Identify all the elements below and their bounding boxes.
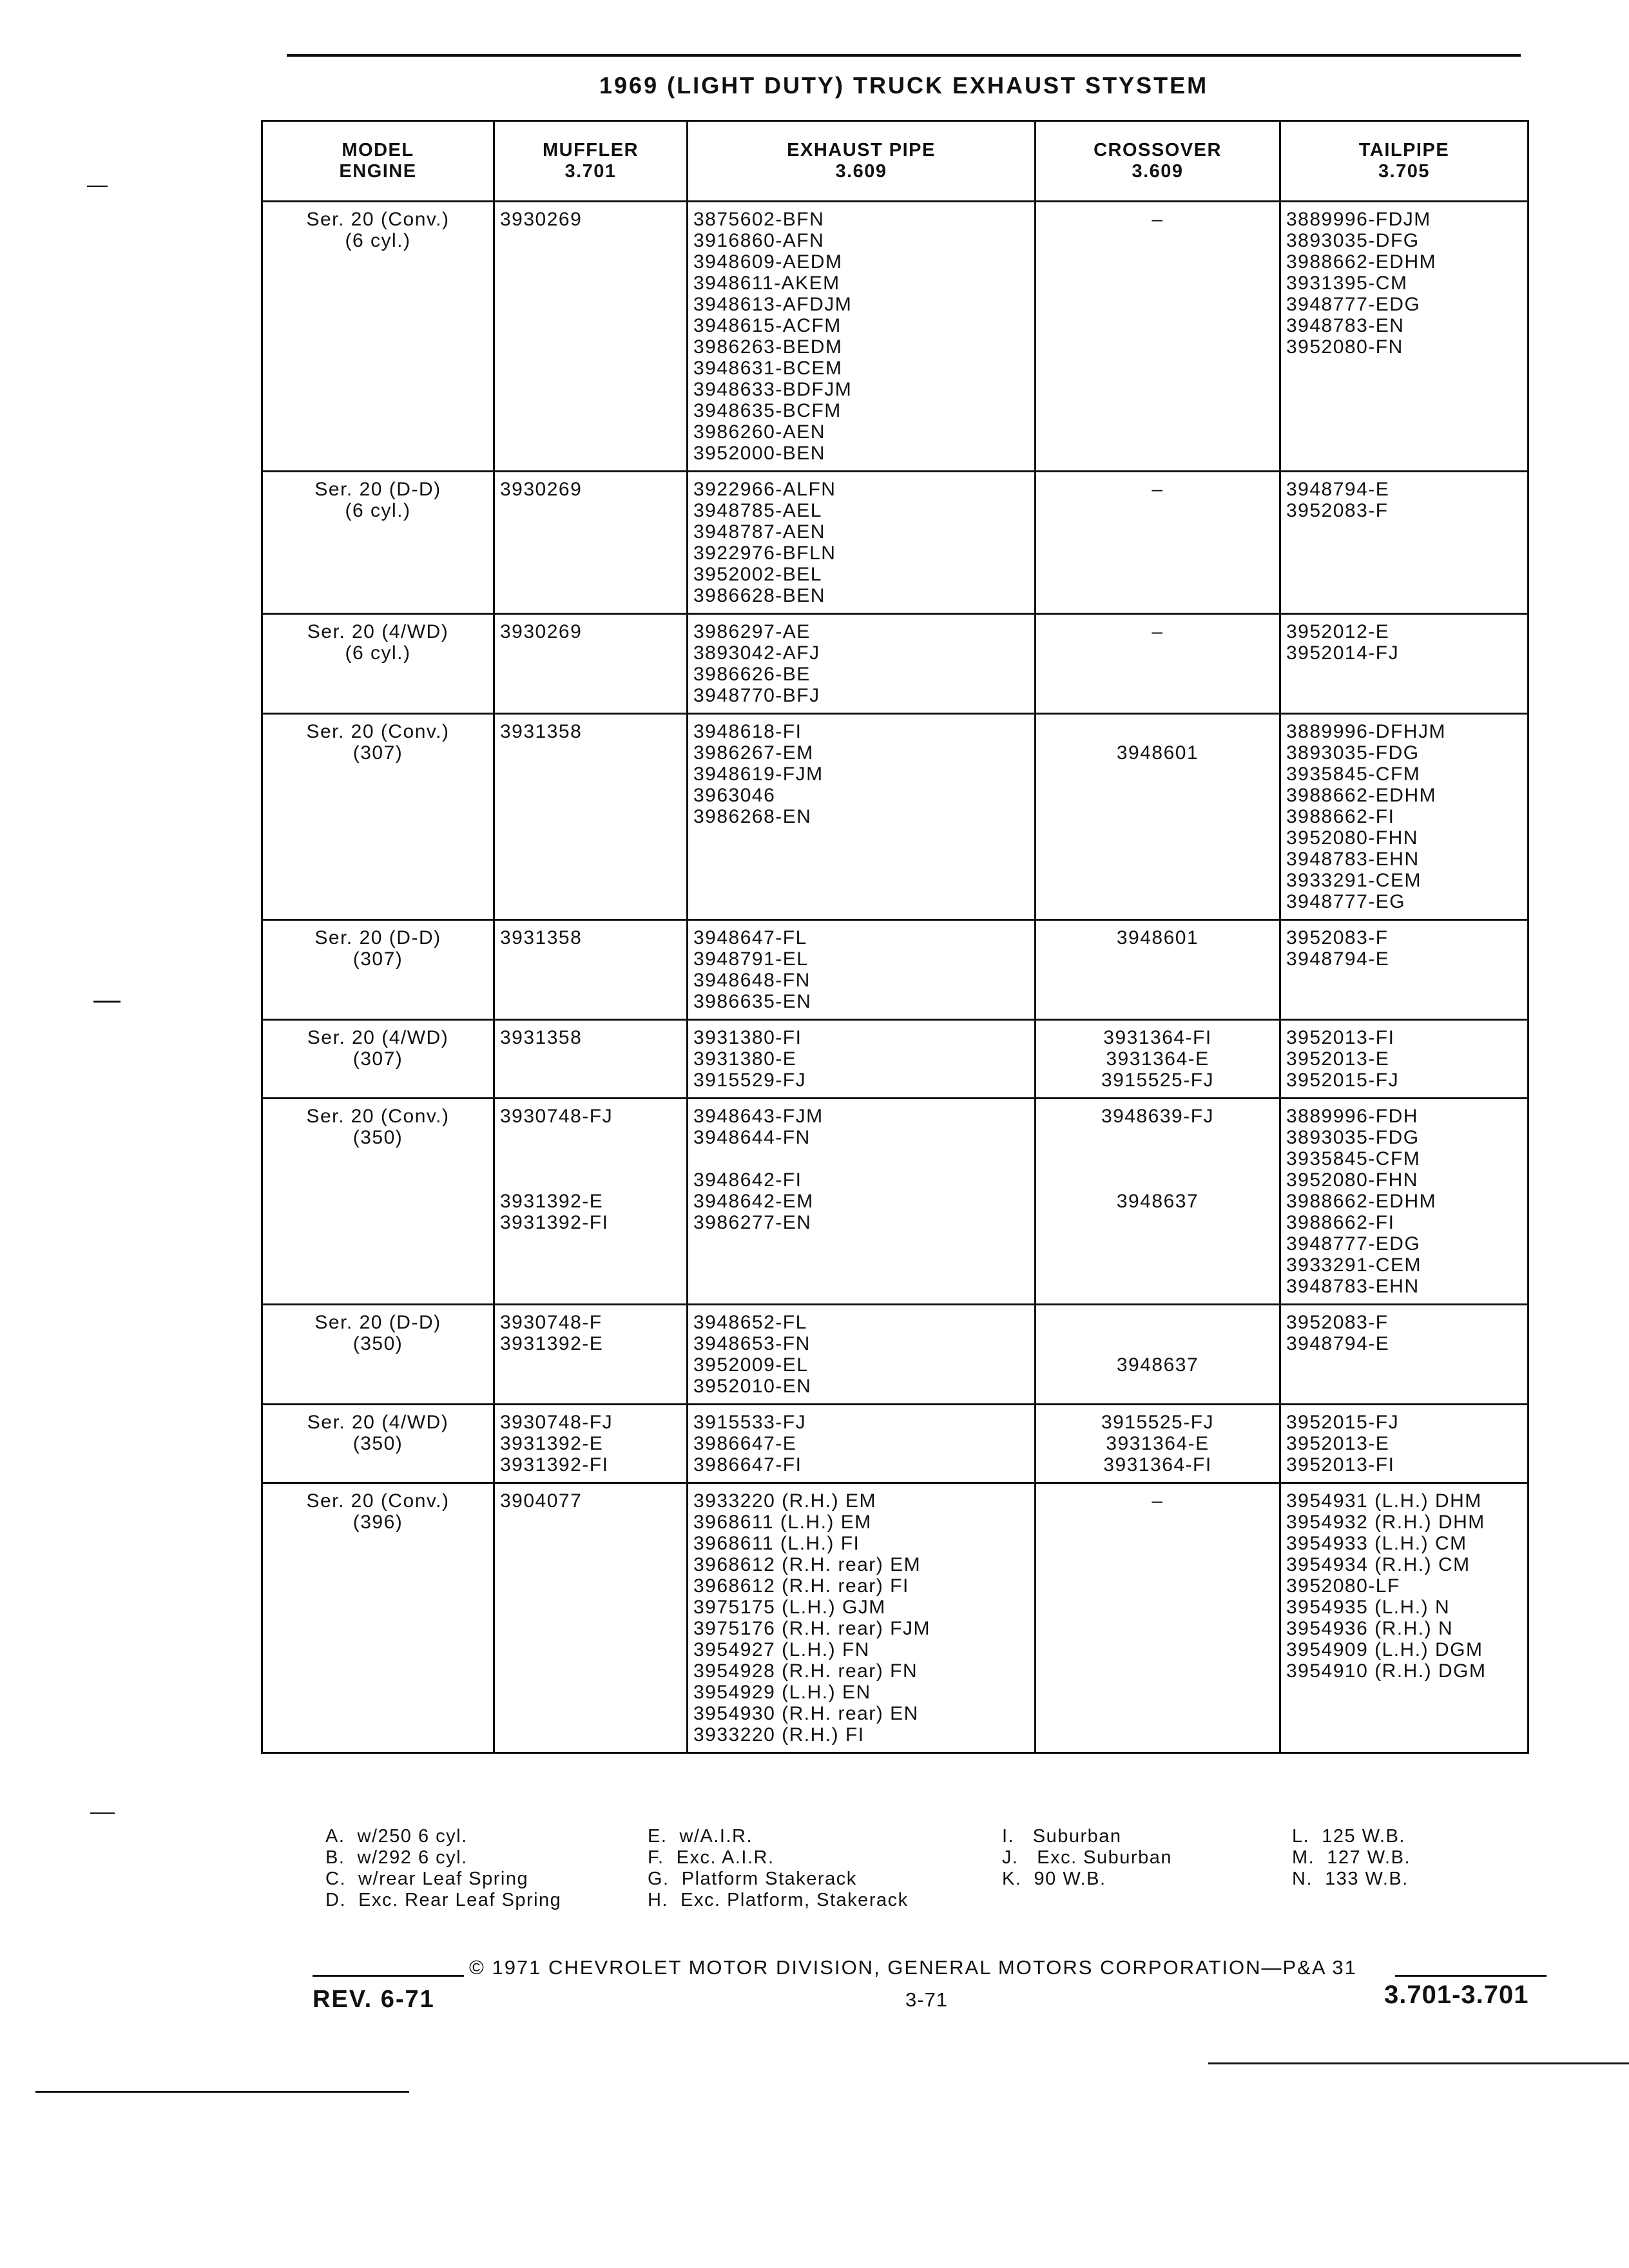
model-engine-cell <box>262 1405 494 1483</box>
cell-line: 3948611-AKEM <box>693 273 840 294</box>
footnote: H. Exc. Platform, Stakerack <box>648 1890 909 1910</box>
cell-line: Ser. 20 (4/WD) <box>307 621 449 642</box>
exhaust-parts-table <box>261 120 1529 1754</box>
cell-line <box>500 1169 681 1191</box>
table-row <box>262 1099 1528 1305</box>
cell-line: 3952002-BEL <box>693 564 822 585</box>
table-row <box>262 614 1528 714</box>
cell-line: 3948642-EM <box>693 1191 814 1212</box>
cell-line: 3948647-FL <box>693 927 807 948</box>
cell-line: 3948770-BFJ <box>693 685 820 706</box>
cell-line: 3948637 <box>1116 1191 1199 1212</box>
cell-line: 3948777-EDG <box>1286 1233 1421 1254</box>
tailpipe-cell <box>1280 1020 1528 1099</box>
exhaust-pipe-cell <box>688 1099 1036 1305</box>
cell-line: 3875602-BFN <box>693 209 825 230</box>
crossover-cell <box>1036 920 1280 1020</box>
footnote: N. 133 W.B. <box>1292 1869 1409 1889</box>
cell-line: 3889996-FDJM <box>1286 209 1431 230</box>
cell-line <box>1041 1169 1274 1191</box>
crossover-cell <box>1036 1099 1280 1305</box>
cell-line: Ser. 20 (Conv.) <box>306 721 450 742</box>
exhaust-pipe-cell <box>688 714 1036 920</box>
cell-line: 3948644-FN <box>693 1127 811 1148</box>
cell-line: 3954928 (R.H. rear) FN <box>693 1660 918 1682</box>
muffler-cell <box>494 472 688 614</box>
footnotes-col1 <box>325 1826 561 1911</box>
exhaust-pipe-cell <box>688 1305 1036 1405</box>
cell-line: 3933291-CEM <box>1286 1254 1422 1276</box>
cell-line: Ser. 20 (D-D) <box>314 1312 441 1333</box>
cell-line: 3988662-FI <box>1286 806 1395 827</box>
cell-line: (307) <box>352 1048 403 1070</box>
cell-line: 3968611 (L.H.) FI <box>693 1533 860 1554</box>
cell-line: 3954933 (L.H.) CM <box>1286 1533 1467 1554</box>
cell-line: 3889996-FDH <box>1286 1106 1418 1127</box>
cell-line: Ser. 20 (D-D) <box>314 927 441 948</box>
tailpipe-cell <box>1280 920 1528 1020</box>
cell-line: 3930748-FJ <box>500 1412 613 1433</box>
cell-line: 3952013-FI <box>1286 1454 1395 1475</box>
cell-line: 3915529-FJ <box>693 1070 807 1091</box>
crossover-cell <box>1036 1020 1280 1099</box>
cell-line: (307) <box>352 742 403 764</box>
footnote: D. Exc. Rear Leaf Spring <box>325 1890 562 1910</box>
table-row <box>262 472 1528 614</box>
cell-line: 3935845-CFM <box>1286 764 1421 785</box>
model-engine-cell <box>262 920 494 1020</box>
cell-line: 3948631-BCEM <box>693 358 843 379</box>
cell-line: 3975175 (L.H.) GJM <box>693 1597 886 1618</box>
cell-line: 3968612 (R.H. rear) EM <box>693 1554 921 1575</box>
cell-line: 3952083-F <box>1286 927 1389 948</box>
model-engine-cell <box>262 714 494 920</box>
cell-line: 3931392-E <box>500 1333 604 1354</box>
muffler-cell <box>494 1305 688 1405</box>
cell-line <box>1041 1148 1274 1169</box>
cell-line: (350) <box>352 1433 403 1454</box>
top-rule <box>287 54 1521 57</box>
cell-line: 3948643-FJM <box>693 1106 824 1127</box>
cell-line: 3952015-FJ <box>1286 1070 1400 1091</box>
cell-line: 3952012-E <box>1286 621 1390 642</box>
cell-line: 3930269 <box>500 621 583 642</box>
cell-line: – <box>1152 479 1164 500</box>
footnote: B. w/292 6 cyl. <box>325 1847 468 1868</box>
muffler-cell <box>494 1020 688 1099</box>
table-row <box>262 1020 1528 1099</box>
cell-line: 3952010-EN <box>693 1376 812 1397</box>
cell-line: – <box>1152 1490 1164 1512</box>
tailpipe-cell <box>1280 614 1528 714</box>
cell-line: 3948794-E <box>1286 1333 1390 1354</box>
cell-line: 3930748-F <box>500 1312 602 1333</box>
cell-line: 3948791-EL <box>693 948 809 970</box>
cell-line: 3968612 (R.H. rear) FI <box>693 1575 909 1597</box>
cell-line: 3931364-E <box>1106 1048 1210 1070</box>
cell-line: 3931364-FI <box>1103 1454 1212 1475</box>
footnote: L. 125 W.B. <box>1292 1826 1405 1847</box>
cell-line: 3948785-AEL <box>693 500 822 521</box>
footnote: A. w/250 6 cyl. <box>325 1826 468 1847</box>
tailpipe-cell <box>1280 202 1528 472</box>
cell-line: 3948794-E <box>1286 948 1390 970</box>
page-title: 1969 (LIGHT DUTY) TRUCK EXHAUST STYSTEM <box>599 72 1209 99</box>
cell-line: Ser. 20 (Conv.) <box>306 1490 450 1512</box>
muffler-cell <box>494 714 688 920</box>
crossover-cell <box>1036 614 1280 714</box>
cell-line: Ser. 20 (Conv.) <box>306 209 450 230</box>
cell-line <box>500 1127 681 1148</box>
cell-line: 3986626-BE <box>693 664 811 685</box>
cell-line: 3893035-DFG <box>1286 230 1420 251</box>
cell-line: 3948783-EHN <box>1286 849 1420 870</box>
cell-line: 3986267-EM <box>693 742 814 764</box>
cell-line: 3952083-F <box>1286 500 1389 521</box>
cell-line: 3948637 <box>1116 1354 1199 1376</box>
model-engine-cell <box>262 1020 494 1099</box>
cell-line: 3948618-FI <box>693 721 802 742</box>
muffler-cell <box>494 202 688 472</box>
muffler-cell <box>494 1405 688 1483</box>
cell-line: 3948639-FJ <box>1101 1106 1215 1127</box>
footnote: G. Platform Stakerack <box>648 1869 857 1889</box>
cell-line: 3904077 <box>500 1490 583 1512</box>
model-engine-cell <box>262 1483 494 1753</box>
cell-line: 3948653-FN <box>693 1333 811 1354</box>
exhaust-pipe-cell <box>688 1405 1036 1483</box>
header-model-engine: MODEL ENGINE <box>262 121 494 202</box>
cell-line: 3986268-EN <box>693 806 812 827</box>
cell-line: 3986647-FI <box>693 1454 802 1475</box>
header-crossover: CROSSOVER 3.609 <box>1036 121 1280 202</box>
cell-line: 3948619-FJM <box>693 764 824 785</box>
cell-line: 3988662-FI <box>1286 1212 1395 1233</box>
cell-line: 3986647-E <box>693 1433 797 1454</box>
cell-line: 3952000-BEN <box>693 443 825 464</box>
cell-line: 3952080-FN <box>1286 336 1403 358</box>
cell-line: 3931392-E <box>500 1191 604 1212</box>
table-row <box>262 202 1528 472</box>
table-row <box>262 1483 1528 1753</box>
model-engine-cell <box>262 1099 494 1305</box>
cell-line: 3948601 <box>1116 742 1199 764</box>
cell-line: 3952013-E <box>1286 1433 1390 1454</box>
cell-line: 3954934 (R.H.) CM <box>1286 1554 1470 1575</box>
exhaust-pipe-cell <box>688 920 1036 1020</box>
cell-line: 3935845-CFM <box>1286 1148 1421 1169</box>
muffler-cell <box>494 1483 688 1753</box>
cell-line: 3933220 (R.H.) EM <box>693 1490 876 1512</box>
footnote: E. w/A.I.R. <box>648 1826 753 1847</box>
cell-line: 3986277-EN <box>693 1212 812 1233</box>
cell-line: 3948615-ACFM <box>693 315 842 336</box>
footnote: I. Suburban <box>1002 1826 1122 1847</box>
tailpipe-cell <box>1280 714 1528 920</box>
cell-line: 3954931 (L.H.) DHM <box>1286 1490 1482 1512</box>
footnote: J. Exc. Suburban <box>1002 1847 1172 1868</box>
cell-line: 3952014-FJ <box>1286 642 1400 664</box>
cell-line: 3948609-AEDM <box>693 251 843 273</box>
cell-line: 3968611 (L.H.) EM <box>693 1512 872 1533</box>
section-number: 3.701-3.701 <box>1384 1981 1529 2009</box>
cell-line: 3893035-FDG <box>1286 1127 1420 1148</box>
table-row <box>262 1405 1528 1483</box>
cell-line: 3948613-AFDJM <box>693 294 853 315</box>
cell-line: 3954910 (R.H.) DGM <box>1286 1660 1487 1682</box>
crossover-cell <box>1036 202 1280 472</box>
cell-line: 3931395-CM <box>1286 273 1408 294</box>
crossover-cell <box>1036 1305 1280 1405</box>
cell-line: 3931358 <box>500 721 583 742</box>
exhaust-pipe-cell <box>688 1020 1036 1099</box>
cell-line: (6 cyl.) <box>345 642 411 664</box>
cell-line: 3986635-EN <box>693 991 812 1012</box>
footer-rule-left <box>313 1975 464 1977</box>
cell-line: 3954935 (L.H.) N <box>1286 1597 1451 1618</box>
cell-line <box>1041 1312 1274 1333</box>
cell-line: 3952083-F <box>1286 1312 1389 1333</box>
footnote: M. 127 W.B. <box>1292 1847 1411 1868</box>
margin-mark <box>93 1001 120 1003</box>
footnote: C. w/rear Leaf Spring <box>325 1869 529 1889</box>
cell-line: (350) <box>352 1333 403 1354</box>
margin-mark <box>87 186 108 187</box>
cell-line: 3933291-CEM <box>1286 870 1422 891</box>
cell-line: 3948777-EG <box>1286 891 1406 912</box>
header-tailpipe: TAILPIPE 3.705 <box>1280 121 1528 202</box>
table-row <box>262 920 1528 1020</box>
cell-line: 3948642-FI <box>693 1169 802 1191</box>
cell-line: 3893035-FDG <box>1286 742 1420 764</box>
cell-line: 3915525-FJ <box>1101 1070 1215 1091</box>
header-muffler: MUFFLER 3.701 <box>494 121 688 202</box>
cell-line: 3986628-BEN <box>693 585 825 606</box>
cell-line: 3952080-LF <box>1286 1575 1400 1597</box>
cell-line: Ser. 20 (4/WD) <box>307 1027 449 1048</box>
cell-line: Ser. 20 (D-D) <box>314 479 441 500</box>
cell-line: 3948783-EHN <box>1286 1276 1420 1297</box>
crossover-cell <box>1036 472 1280 614</box>
cell-line: 3948794-E <box>1286 479 1390 500</box>
revision-label: REV. 6-71 <box>313 1986 435 2013</box>
cell-line: 3948633-BDFJM <box>693 379 853 400</box>
cell-line: – <box>1152 621 1164 642</box>
cell-line: 3931364-FI <box>1103 1027 1212 1048</box>
footnotes-col2 <box>648 1826 909 1911</box>
cell-line: 3922966-ALFN <box>693 479 836 500</box>
cell-line: 3952015-FJ <box>1286 1412 1400 1433</box>
cell-line: 3948777-EDG <box>1286 294 1421 315</box>
cell-line: 3952013-E <box>1286 1048 1390 1070</box>
footnotes-col3 <box>1002 1826 1172 1890</box>
cell-line: – <box>1152 209 1164 230</box>
cell-line: 3915525-FJ <box>1101 1412 1215 1433</box>
cell-line: 3931358 <box>500 1027 583 1048</box>
cell-line <box>1041 1127 1274 1148</box>
cell-line: 3948601 <box>1116 927 1199 948</box>
model-engine-cell <box>262 472 494 614</box>
cell-line: 3948783-EN <box>1286 315 1405 336</box>
cell-line: 3915533-FJ <box>693 1412 807 1433</box>
tailpipe-cell <box>1280 1483 1528 1753</box>
cell-line: 3931392-E <box>500 1433 604 1454</box>
cell-line: 3931358 <box>500 927 583 948</box>
exhaust-pipe-cell <box>688 1483 1036 1753</box>
cell-line: (307) <box>352 948 403 970</box>
cell-line: 3952013-FI <box>1286 1027 1395 1048</box>
cell-line: 3931364-E <box>1106 1433 1210 1454</box>
cell-line: 3931380-E <box>693 1048 797 1070</box>
tailpipe-cell <box>1280 1405 1528 1483</box>
cell-line: 3986260-AEN <box>693 421 825 443</box>
cell-line: 3889996-DFHJM <box>1286 721 1446 742</box>
cell-line <box>1041 721 1274 742</box>
tailpipe-cell <box>1280 1305 1528 1405</box>
bottom-rule-left <box>35 2091 409 2093</box>
tailpipe-cell <box>1280 1099 1528 1305</box>
tailpipe-cell <box>1280 472 1528 614</box>
muffler-cell <box>494 1099 688 1305</box>
model-engine-cell <box>262 202 494 472</box>
cell-line: 3931392-FI <box>500 1454 609 1475</box>
crossover-cell <box>1036 1405 1280 1483</box>
cell-line: 3952080-FHN <box>1286 1169 1418 1191</box>
cell-line: 3988662-EDHM <box>1286 251 1437 273</box>
cell-line: 3954932 (R.H.) DHM <box>1286 1512 1485 1533</box>
cell-line: 3933220 (R.H.) FI <box>693 1724 865 1745</box>
cell-line: 3954909 (L.H.) DGM <box>1286 1639 1483 1660</box>
exhaust-pipe-cell <box>688 614 1036 714</box>
cell-line: (396) <box>352 1512 403 1533</box>
muffler-cell <box>494 920 688 1020</box>
crossover-cell <box>1036 1483 1280 1753</box>
exhaust-pipe-cell <box>688 472 1036 614</box>
cell-line: (6 cyl.) <box>345 230 411 251</box>
cell-line: 3931392-FI <box>500 1212 609 1233</box>
cell-line: 3975176 (R.H. rear) FJM <box>693 1618 930 1639</box>
cell-line: 3922976-BFLN <box>693 543 836 564</box>
cell-line: 3952080-FHN <box>1286 827 1418 849</box>
cell-line: 3930748-FJ <box>500 1106 613 1127</box>
cell-line: 3988662-EDHM <box>1286 785 1437 806</box>
model-engine-cell <box>262 614 494 714</box>
model-engine-cell <box>262 1305 494 1405</box>
footnote: F. Exc. A.I.R. <box>648 1847 775 1868</box>
cell-line <box>500 1148 681 1169</box>
copyright-line: © 1971 CHEVROLET MOTOR DIVISION, GENERAL MOTORS CORPORATION—P&A 31 <box>469 1956 1357 1979</box>
cell-line: 3916860-AFN <box>693 230 825 251</box>
cell-line: 3954927 (L.H.) FN <box>693 1639 870 1660</box>
cell-line: Ser. 20 (4/WD) <box>307 1412 449 1433</box>
cell-line: Ser. 20 (Conv.) <box>306 1106 450 1127</box>
crossover-cell <box>1036 714 1280 920</box>
table-row <box>262 1305 1528 1405</box>
margin-mark <box>90 1812 115 1814</box>
cell-line <box>693 1148 1029 1169</box>
cell-line: 3986297-AE <box>693 621 811 642</box>
cell-line: (6 cyl.) <box>345 500 411 521</box>
table-header-row <box>262 121 1528 202</box>
cell-line: 3954936 (R.H.) N <box>1286 1618 1454 1639</box>
cell-line: 3948648-FN <box>693 970 811 991</box>
exhaust-pipe-cell <box>688 202 1036 472</box>
footer-rule-right <box>1395 1975 1547 1977</box>
cell-line: 3931380-FI <box>693 1027 802 1048</box>
cell-line: 3948787-AEN <box>693 521 825 543</box>
cell-line: 3986263-BEDM <box>693 336 843 358</box>
muffler-cell <box>494 614 688 714</box>
cell-line: 3948652-FL <box>693 1312 807 1333</box>
page-number: 3-71 <box>905 1988 949 2011</box>
cell-line: 3930269 <box>500 479 583 500</box>
cell-line: 3954930 (R.H. rear) EN <box>693 1703 919 1724</box>
cell-line <box>1041 1333 1274 1354</box>
cell-line: 3963046 <box>693 785 776 806</box>
cell-line: 3988662-EDHM <box>1286 1191 1437 1212</box>
cell-line: 3893042-AFJ <box>693 642 820 664</box>
cell-line: (350) <box>352 1127 403 1148</box>
footnotes-col4 <box>1292 1826 1411 1890</box>
table-row <box>262 714 1528 920</box>
cell-line: 3954929 (L.H.) EN <box>693 1682 871 1703</box>
header-exhaust-pipe: EXHAUST PIPE 3.609 <box>688 121 1036 202</box>
cell-line: 3948635-BCFM <box>693 400 842 421</box>
cell-line: 3952009-EL <box>693 1354 809 1376</box>
bottom-rule-right <box>1208 2062 1629 2064</box>
footnote: K. 90 W.B. <box>1002 1869 1106 1889</box>
cell-line: 3930269 <box>500 209 583 230</box>
